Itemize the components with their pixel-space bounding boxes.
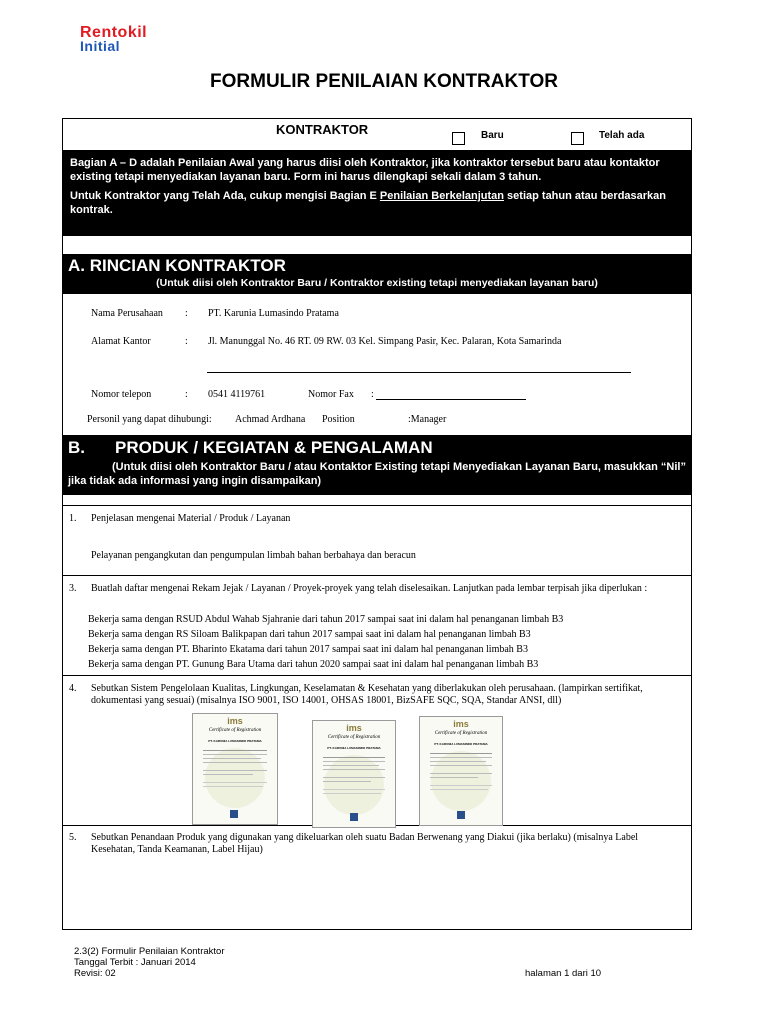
q1-number: 1. [69, 513, 77, 524]
q3-answer-2: Bekerja sama dengan RS Siloam Balikpapan dari tahun 2017 sampai saat ini dalam hal penanganan limbah B3 [88, 629, 531, 640]
q4-text: Sebutkan Sistem Pengelolaan Kualitas, Lingkungan, Keselamatan & Kesehatan yang diberlakukan oleh perusahaan. (lampirkan sertifikat, dokumentasi yang sesuai) (misalnya ISO 9001, ISO 14001, OHSAS 18001, BizSAFE SQC, SQA, Standar ANSI, dll) [91, 683, 643, 706]
q5-number: 5. [69, 832, 77, 843]
logo-rentokil: Rentokil [80, 24, 148, 41]
option-baru-label: Baru [481, 130, 504, 141]
label-nama-perusahaan: Nama Perusahaan [91, 308, 163, 319]
cert-watermark [205, 748, 265, 808]
q3-answer-1: Bekerja sama dengan RSUD Abdul Wahab Sjahranie dari tahun 2017 sampai saat ini dalam hal penanganan limbah B3 [88, 614, 564, 625]
cert-watermark [324, 755, 384, 815]
certificate-image [192, 713, 278, 825]
document-title: FORMULIR PENILAIAN KONTRAKTOR [210, 71, 558, 92]
value-nama-perusahaan: PT. Karunia Lumasindo Pratama [208, 308, 339, 319]
value-position: :Manager [408, 414, 447, 425]
cert-company: PT. KARUNIA LUMASINDO PRATAMA [208, 739, 262, 743]
section-a-title: A. RINCIAN KONTRAKTOR [68, 256, 286, 275]
section-b-number: B. [68, 438, 85, 457]
q3-answer-4: Bekerja sama dengan PT. Gunung Bara Utama dari tahun 2020 sampai saat ini dalam hal penanganan limbah B3 [88, 659, 539, 670]
colon: : [185, 336, 188, 347]
value-nomor-telepon: 0541 4119761 [208, 389, 266, 400]
cert-title: Certificate of Registration [208, 728, 262, 733]
kontraktor-label: KONTRAKTOR [276, 122, 369, 137]
intro-p2-start: Untuk Kontraktor yang Telah Ada, cukup mengisi Bagian E [70, 190, 380, 202]
intro-paragraph-2 [70, 189, 684, 217]
q1-text: Penjelasan mengenai Material / Produk / Layanan [91, 513, 291, 524]
row-divider [62, 675, 692, 676]
colon: : [185, 308, 188, 319]
label-nomor-fax: Nomor Fax [308, 389, 354, 400]
row-divider [62, 575, 692, 576]
footer-revision: Revisi: 02 [74, 968, 116, 979]
cert-watermark [431, 751, 491, 811]
cert-seal-icon [230, 810, 238, 818]
q3-text: Buatlah daftar mengenai Rekam Jejak / Layanan / Proyek-proyek yang telah diselesaikan. Lanjutkan pada lembar terpisah jika diperlukan : [91, 583, 648, 594]
label-alamat-kantor: Alamat Kantor [91, 336, 151, 347]
section-b-title: PRODUK / KEGIATAN & PENGALAMAN [115, 438, 433, 457]
certificate-image [312, 720, 396, 828]
section-a-subtitle: (Untuk diisi oleh Kontraktor Baru / Kontraktor existing tetapi menyediakan layanan baru) [156, 277, 598, 289]
checkbox-telah-ada[interactable] [571, 132, 584, 145]
footer-form-code: 2.3(2) Formulir Penilaian Kontraktor [74, 946, 225, 957]
row-divider [62, 505, 692, 506]
q4-number: 4. [69, 683, 77, 694]
cert-company: PT. KARUNIA LUMASINDO PRATAMA [434, 742, 488, 746]
section-a-header [62, 254, 692, 294]
q3-number: 3. [69, 583, 77, 594]
cert-title: Certificate of Registration [327, 735, 381, 740]
intro-paragraph-1: Bagian A – D adalah Penilaian Awal yang harus diisi oleh Kontraktor, jika kontraktor tersebut baru atau kontaktor existing tetapi menyediakan layanan baru. Form ini harus dilengkapi sekali dalam 3 tahun. [70, 157, 660, 183]
cert-brand: ims [346, 723, 362, 733]
cert-brand: ims [453, 719, 469, 729]
option-telah-ada-label: Telah ada [599, 130, 645, 141]
section-b-header [62, 435, 692, 495]
certificate-image [419, 716, 503, 826]
cert-seal-icon [457, 811, 465, 819]
cert-brand: ims [227, 716, 243, 726]
cert-company: PT. KARUNIA LUMASINDO PRATAMA [327, 746, 381, 750]
q5-text: Sebutkan Penandaan Produk yang digunakan yang dikeluarkan oleh suatu Badan Berwenang yang Diakui (jika berlaku) (misalnya Label Kesehatan, Tanda Keamanan, Label Hijau) [91, 832, 639, 855]
cert-seal-icon [350, 813, 358, 821]
value-personil: Achmad Ardhana [235, 414, 306, 425]
logo-initial: Initial [80, 38, 121, 54]
intro-p2-end: setiap tahun atau berdasarkan kontrak. [70, 190, 666, 216]
intro-link-penilaian: Penilaian Berkelanjutan [379, 190, 504, 202]
colon: : [371, 389, 374, 400]
label-position: Position [322, 414, 355, 425]
section-b-subtitle: (Untuk diisi oleh Kontraktor Baru / atau Kontaktor Existing tetapi Menyediakan Layanan Baru, masukkan “Nil” jika tidak ada informasi yang ingin disampaikan) [68, 461, 686, 487]
address-second-line [207, 372, 631, 373]
cert-title: Certificate of Registration [434, 731, 488, 736]
footer-doc-info [74, 946, 224, 979]
value-nomor-fax[interactable] [376, 387, 526, 400]
checkbox-baru[interactable] [452, 132, 465, 145]
q3-answer-3: Bekerja sama dengan PT. Bharinto Ekatama dari tahun 2017 sampai saat ini dalam hal penanganan limbah B3 [88, 644, 528, 655]
colon: : [185, 389, 188, 400]
footer-issue-date: Tanggal Terbit : Januari 2014 [74, 957, 196, 968]
value-alamat-kantor: Jl. Manunggal No. 46 RT. 09 RW. 03 Kel. Simpang Pasir, Kec. Palaran, Kota Samarinda [208, 336, 562, 347]
q1-answer: Pelayanan pengangkutan dan pengumpulan limbah bahan berbahaya dan beracun [91, 550, 416, 561]
label-nomor-telepon: Nomor telepon [91, 389, 152, 400]
footer-page-number: halaman 1 dari 10 [525, 968, 602, 979]
label-personil: Personil yang dapat dihubungi: [87, 414, 212, 425]
intro-box [62, 150, 692, 236]
